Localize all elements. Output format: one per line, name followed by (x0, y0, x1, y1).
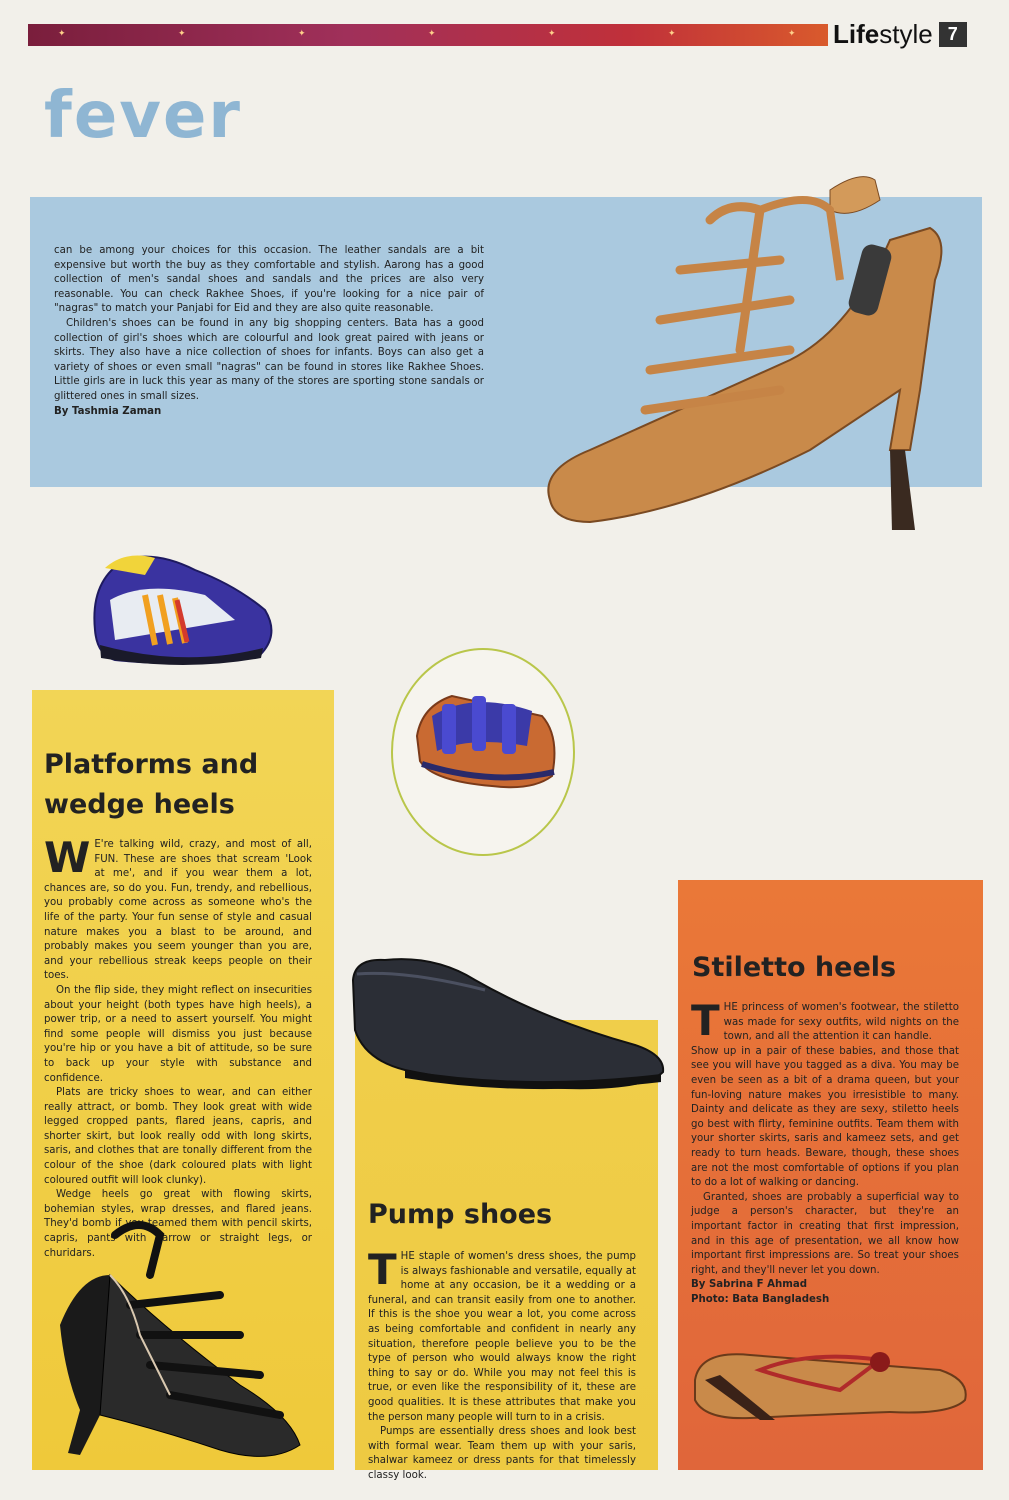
star-icon: ✦ (58, 29, 66, 39)
intro-article (54, 244, 484, 419)
article-paragraph: Granted, shoes are probably a superficial way to judge a person's character, but they're an important factor in creating that first impression, and in this age of presentation, we all know how important first impressions are. So treat your shoes right, and they'll never let you down. (691, 1191, 959, 1276)
photo-credit: Photo: Bata Bangladesh (691, 1293, 830, 1305)
drop-cap: T (691, 996, 720, 1045)
star-icon: ✦ (298, 29, 306, 39)
pump-article (368, 1245, 636, 1484)
article-paragraph: Plats are tricky shoes to wear, and can either really attract, or bomb. They look great with wide legged cropped pants, flared jeans, capris, and shorter skirt, but look really odd with long skirts, saris, and clothes that are tonally different from the colour of the shoe (dark coloured plats with light coloured outfit will look clunky). (44, 1087, 312, 1186)
article-paragraph: THE staple of women's dress shoes, the pump is always fashionable and versatile, equally at home at any occasion, be it a wedding or a funeral, and can transit easily from one to another. If this is the shoe you wear a lot, you come across as being comfortable and confident in nearly any situation, therefore people believe you to be the type of person who would always know the right thing to say or do. While you may not feel this is true, or even like the responsibility of it, these are good qualities. It is these attributes that make you the person many people will turn to in a crisis. (368, 1245, 636, 1423)
byline: By Sabrina F Ahmad (691, 1279, 808, 1291)
platforms-article (44, 833, 312, 1261)
article-paragraph: Show up in a pair of these babies, and those that see you will have you tagged as a diva. You may be even be seen as a bit of a drama queen, but your fun-loving nature makes you irresistible to many. Dainty and delicate as they are sexy, stiletto heels go best with flirty, feminine outfits. Team them with your shorter skirts, saris and kameez sets, and get ready to turn heads. Beware, though, these shoes are not the most comfortable of options if you plan to do a lot of walking or dancing. (691, 1045, 959, 1189)
intro-paragraph: can be among your choices for this occasion. The leather sandals are a bit expensive but worth the buy as they comfortable and stylish. Aarong has a good collection of men's sandal shoes and sandals and the prices are also very reasonable. You can check Rakhee Shoes, if you're looking for a nice pair of "nagras" to match your Panjabi for Eid and they are also quite reasonable. (54, 245, 484, 315)
article-paragraph: Wedge heels go great with flowing skirts, bohemian styles, wrap dresses, and flared jeans. They'd bomb if you teamed them with pencil skirts, capris, pants with narrow or straight legs, or churidars. (44, 1189, 312, 1259)
star-icon: ✦ (548, 29, 556, 39)
section-masthead (833, 19, 967, 49)
tan-sandal-photo (530, 150, 980, 530)
drop-cap: T (368, 1245, 397, 1294)
star-icon: ✦ (788, 29, 796, 39)
article-paragraph: W E're talking wild, crazy, and most of all, FUN. These are shoes that scream 'Look at me', and if you wear them a lot, chances are, so do you. Fun, trendy, and rebellious, you probably come across as someone who's the life of the party. Your fun sense of style and casual nature makes you a blast to be around, and probably makes you seem younger than you are, and your rebellious streak keeps people on their toes. (44, 833, 312, 982)
star-icon: ✦ (668, 29, 676, 39)
baby-sneaker-photo (85, 540, 280, 670)
intro-paragraph: Children's shoes can be found in any big shopping centers. Bata has a good collection of girl's shoes which are colourful and look great paired with jeans or skirts. They also have a nice collection of shoes for infants. Boys can also get a variety of shoes or even small "nagras" can be found in stores like Rakhee Shoes. Little girls are in luck this year as many of the stores are sporting stone sandals or glittered ones in small sizes. (54, 317, 484, 402)
article-paragraph: On the flip side, they might reflect on insecurities about your height (both types have high heels), a power trip, or a need to assert yourself. You might find some people will dismiss you just because you're hip or you have a bit of attitude, so be sure to back up your style with substance and confidence. (44, 984, 312, 1084)
article-paragraph: THE princess of women's footwear, the stiletto was made for sexy outfits, wild nights on the town, and all the attention it can handle. (691, 996, 959, 1045)
byline: By Tashmia Zaman (54, 405, 162, 417)
page-number: 7 (939, 22, 967, 47)
stiletto-title: Stiletto heels (692, 952, 897, 983)
stiletto-article (691, 996, 959, 1307)
child-sandal-photo (412, 676, 562, 796)
section-name: Lifestyle (833, 18, 933, 49)
star-icon: ✦ (428, 29, 436, 39)
drop-cap: W (44, 833, 91, 882)
flipflop-heel-photo (690, 1320, 975, 1440)
header-bar (28, 24, 828, 46)
black-heel-photo (40, 1215, 310, 1470)
headline: fever (44, 79, 242, 153)
article-paragraph: Pumps are essentially dress shoes and look best with formal wear. Team them up with your saris, shalwar kameez or dress pants for that timelessly classy look. (368, 1426, 636, 1481)
pump-title: Pump shoes (368, 1199, 553, 1230)
black-shoe-photo (345, 950, 670, 1100)
star-icon: ✦ (178, 29, 186, 39)
platforms-title: Platforms and wedge heels (44, 749, 259, 820)
